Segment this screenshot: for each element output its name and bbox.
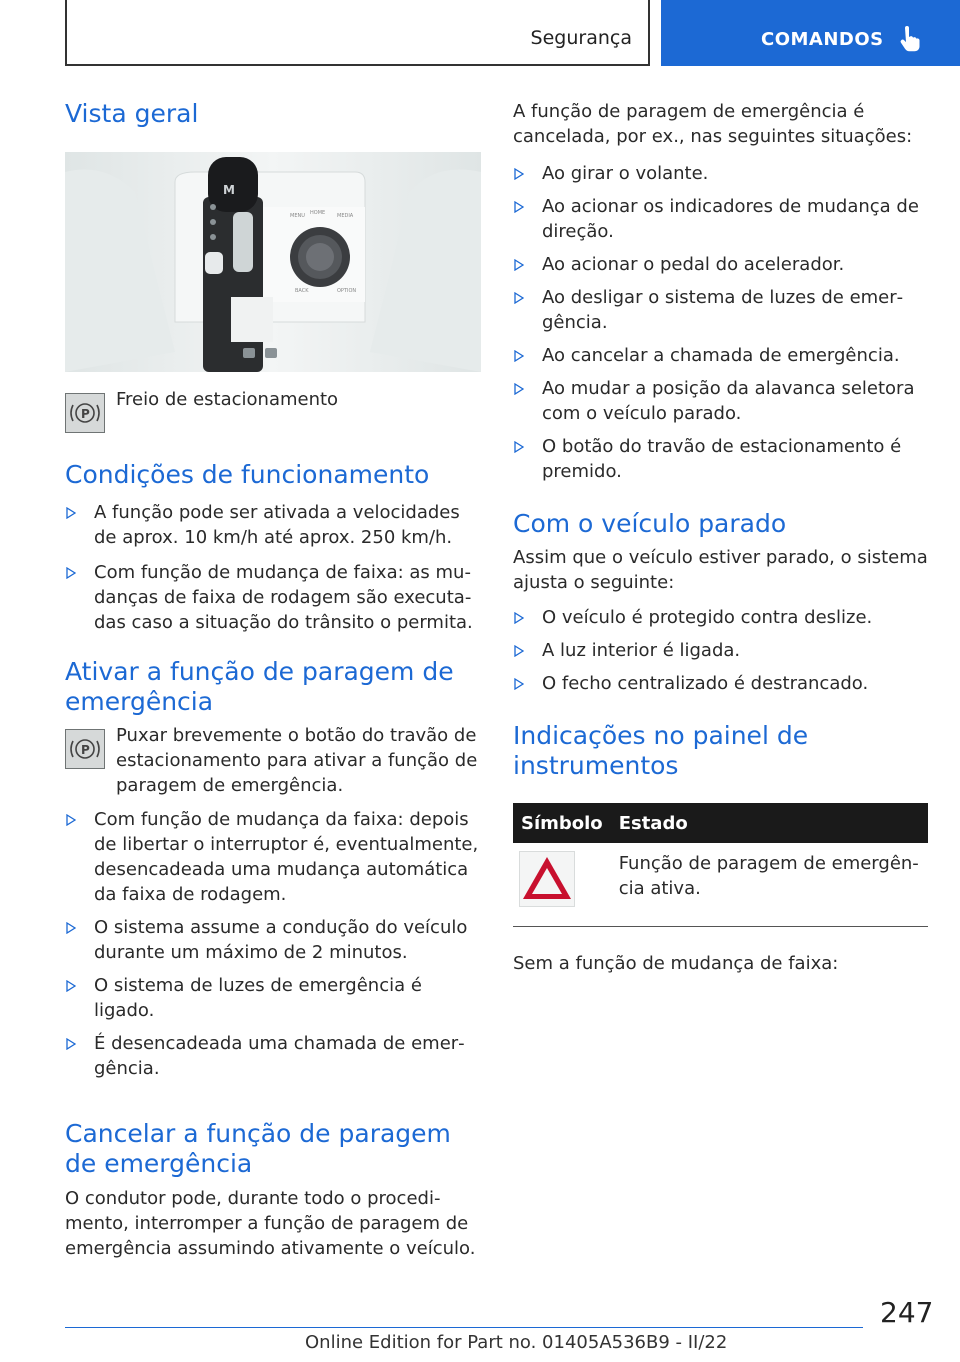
list-item-text: O sistema assume a condução do veículo durante um máximo de 2 minutos. [94, 917, 468, 963]
bullet-triangle-icon [514, 612, 524, 624]
list-item-text: O fecho centralizado é destrancado. [542, 673, 869, 694]
list-item [513, 252, 928, 277]
bullet-triangle-icon [514, 292, 524, 304]
right-column [513, 96, 928, 976]
indications-table [513, 803, 928, 927]
list-item-text: A luz interior é ligada. [542, 640, 741, 661]
svg-text:MENU: MENU [290, 213, 305, 219]
cancel-intro: A função de paragem de emergência é cancelada, por ex., nas seguintes situações: [513, 101, 913, 147]
svg-text:OPTION: OPTION [337, 288, 357, 294]
parking-brake-row [65, 389, 481, 433]
svg-text:P: P [81, 407, 90, 421]
list-item [65, 915, 481, 965]
list-item [65, 500, 481, 550]
bullet-triangle-icon [514, 259, 524, 271]
bullet-triangle-icon [514, 645, 524, 657]
stopped-title: Com o veículo parado [513, 509, 787, 538]
header-chapter-tab [661, 0, 960, 66]
gear-selector-console-photo [65, 152, 481, 372]
list-item-text: O veículo é protegido contra deslize. [542, 607, 873, 628]
list-item [65, 807, 481, 907]
list-item [65, 1031, 481, 1081]
bullet-triangle-icon [66, 507, 76, 519]
bullet-triangle-icon [66, 814, 76, 826]
list-item [513, 376, 928, 426]
svg-text:HOME: HOME [310, 210, 326, 216]
indications-title: Indicações no painel de instrumentos [513, 721, 809, 780]
bullet-triangle-icon [514, 350, 524, 362]
table-header-row [513, 803, 928, 843]
list-item-text: Ao desligar o sistema de luzes de emergência. [542, 287, 904, 333]
list-item-text: O botão do travão de estacionamento é premido. [542, 436, 902, 482]
list-item [513, 434, 928, 484]
parking-brake-icon [65, 729, 105, 769]
table-cell-symbol [513, 843, 611, 927]
table-cell-state: Função de paragem de emergência ativa. [611, 843, 928, 927]
footer-divider [65, 1327, 863, 1328]
list-item [513, 285, 928, 335]
list-item [513, 638, 928, 663]
hand-pointer-icon [895, 24, 925, 54]
table-header-state: Estado [611, 803, 928, 843]
list-item [513, 161, 928, 186]
warning-triangle-icon [519, 851, 575, 907]
parking-brake-label: Freio de estacionamento [116, 389, 339, 410]
cancel-situations-list [513, 161, 928, 484]
bullet-triangle-icon [66, 922, 76, 934]
conditions-list [65, 500, 481, 635]
activate-title: Ativar a função de paragem de emergência [65, 657, 454, 716]
activate-row [65, 725, 481, 798]
list-item-text: Com função de mudança da faixa: depois de libertar o interruptor é, eventualmente, desencadeada uma mudança automática da faixa de rodagem. [94, 809, 479, 905]
list-item-text: Ao acionar os indicadores de mudança de direção. [542, 196, 919, 242]
svg-text:MEDIA: MEDIA [337, 213, 354, 219]
list-item-text: Ao acionar o pedal do acelerador. [542, 254, 845, 275]
overview-title: Vista geral [65, 99, 199, 128]
svg-text:M: M [223, 183, 235, 197]
footer-edition: Online Edition for Part no. 01405A536B9 - II/22 [305, 1332, 728, 1353]
svg-text:P: P [81, 743, 90, 757]
table-row [513, 843, 928, 927]
activate-list [65, 807, 481, 1081]
bullet-triangle-icon [514, 441, 524, 453]
list-item [513, 671, 928, 696]
header-section-box [65, 0, 650, 66]
list-item [513, 605, 928, 630]
list-item [513, 343, 928, 368]
list-item-text: Com função de mudança de faixa: as mudanças de faixa de rodagem são executadas caso a situação do trânsito o permita. [94, 562, 473, 633]
svg-text:BACK: BACK [295, 288, 309, 294]
table-header-symbol: Símbolo [513, 803, 611, 843]
header-section-title: Segurança [530, 27, 632, 49]
bullet-triangle-icon [514, 383, 524, 395]
bullet-triangle-icon [514, 678, 524, 690]
header-chapter-title: COMANDOS [761, 29, 884, 50]
list-item [65, 973, 481, 1023]
list-item-text: Ao girar o volante. [542, 163, 709, 184]
list-item-text: É desencadeada uma chamada de emergência. [94, 1033, 465, 1079]
list-item-text: Ao mudar a posição da alavanca seletora com o veículo parado. [542, 378, 915, 424]
activate-text: Puxar brevemente o botão do travão de estacionamento para ativar a função de paragem de emergência. [116, 725, 478, 796]
list-item-text: O sistema de luzes de emergência é ligado. [94, 975, 422, 1021]
cancel-text: O condutor pode, durante todo o procedimento, interromper a função de paragem de emergência assumindo ativamente o veículo. [65, 1188, 476, 1259]
bullet-triangle-icon [514, 168, 524, 180]
left-column [65, 96, 481, 1261]
cancel-title: Cancelar a função de paragem de emergência [65, 1119, 451, 1178]
no-lane-change-text: Sem a função de mudança de faixa: [513, 953, 839, 974]
list-item-text: Ao cancelar a chamada de emergência. [542, 345, 900, 366]
stopped-list [513, 605, 928, 696]
list-item [513, 194, 928, 244]
page-number: 247 [880, 1296, 934, 1329]
parking-brake-icon [65, 393, 105, 433]
bullet-triangle-icon [66, 567, 76, 579]
list-item-text: A função pode ser ativada a velocidades de aprox. 10 km/h até aprox. 250 km/h. [94, 502, 460, 548]
list-item [65, 560, 481, 635]
conditions-title: Condições de funcionamento [65, 460, 430, 489]
bullet-triangle-icon [66, 980, 76, 992]
bullet-triangle-icon [66, 1038, 76, 1050]
bullet-triangle-icon [514, 201, 524, 213]
stopped-intro: Assim que o veículo estiver parado, o sistema ajusta o seguinte: [513, 547, 928, 593]
